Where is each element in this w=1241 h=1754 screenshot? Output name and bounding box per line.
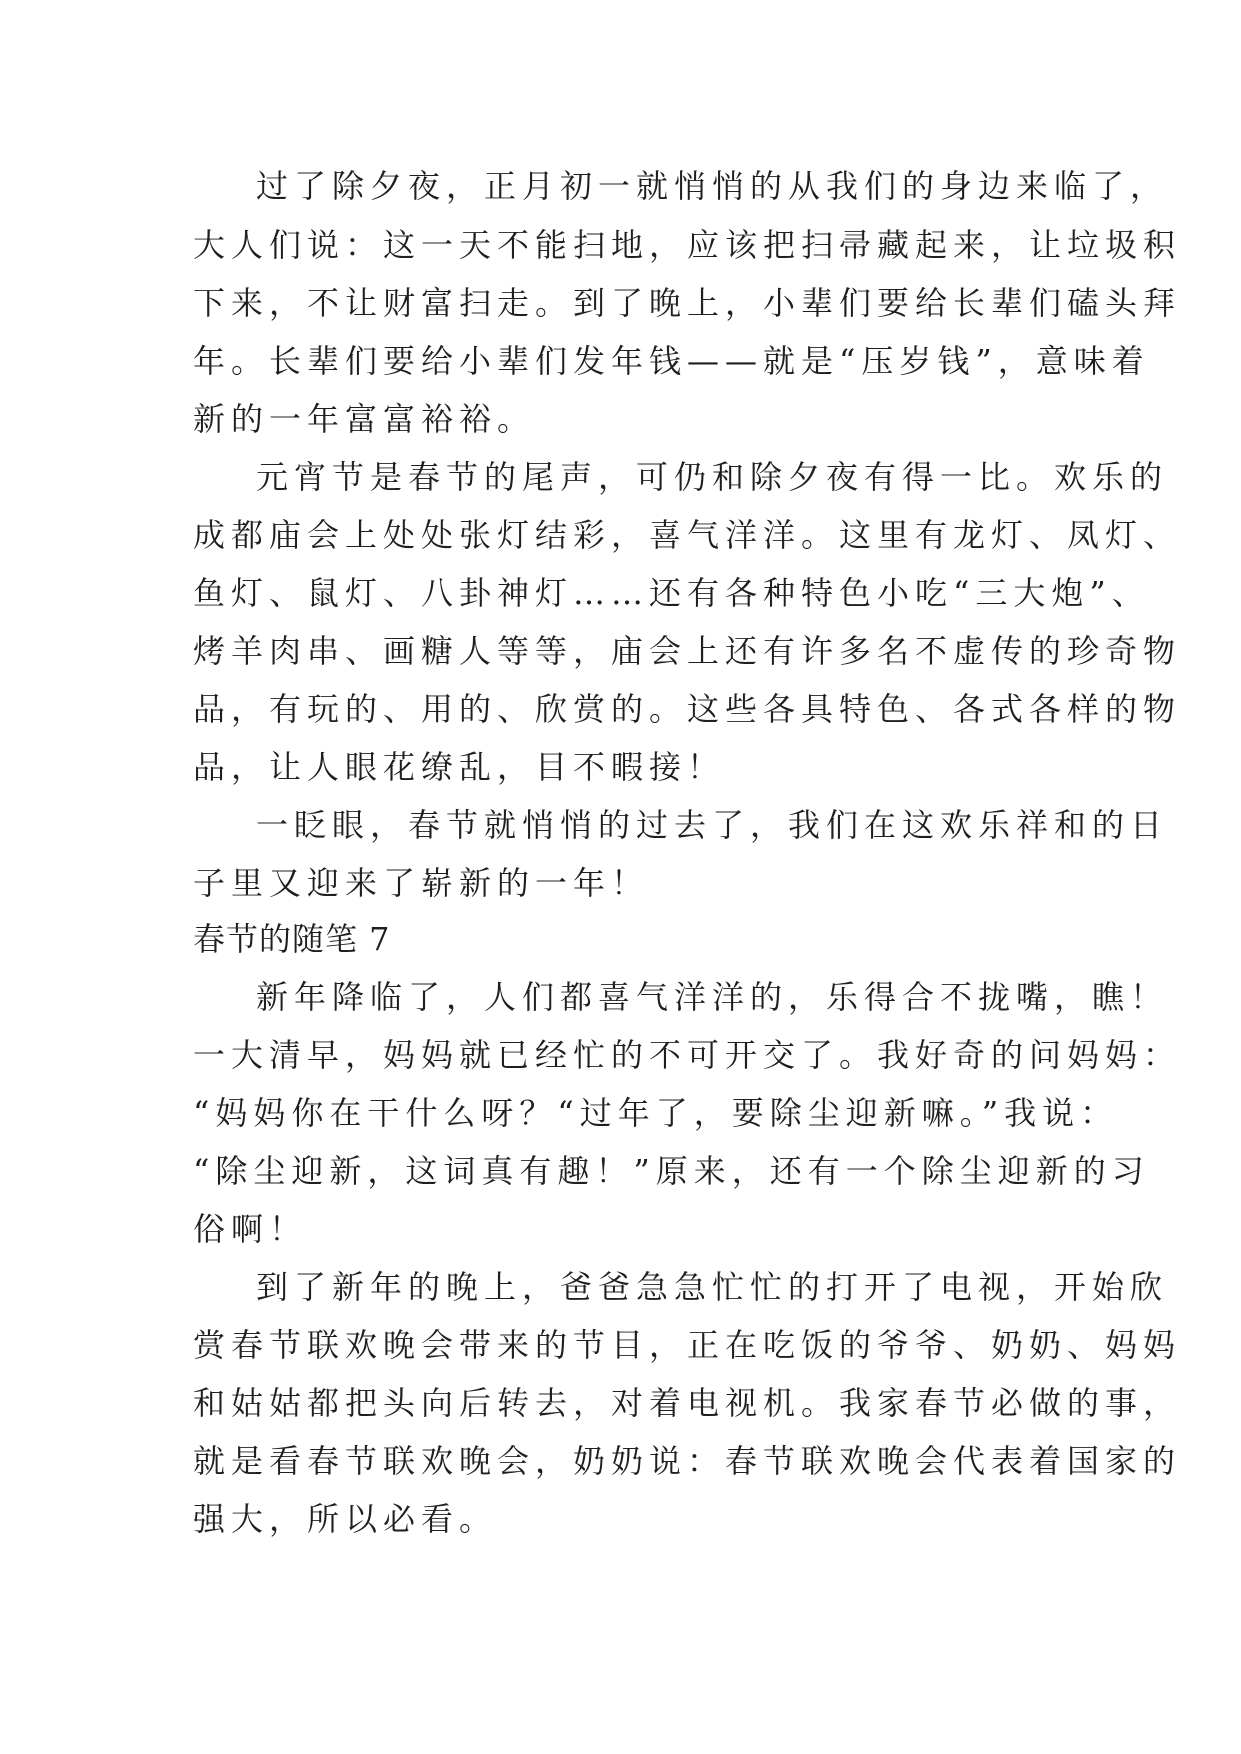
paragraph-3-line-1: 一眨眼，春节就悄悄的过去了，我们在这欢乐祥和的日 [256, 806, 1169, 844]
paragraph-4-line-4: “除尘迎新，这词真有趣！”原来，还有一个除尘迎新的习 [193, 1152, 1150, 1190]
paragraph-2-line-4: 烤羊肉串、画糖人等等，庙会上还有许多名不虚传的珍奇物 [193, 632, 1182, 670]
paragraph-1-line-4: 年。长辈们要给小辈们发年钱——就是“压岁钱”，意味着 [193, 342, 1150, 380]
paragraph-2-line-2: 成都庙会上处处张灯结彩，喜气洋洋。这里有龙灯、凤灯、 [193, 516, 1182, 554]
paragraph-2-line-3: 鱼灯、鼠灯、八卦神灯……还有各种特色小吃“三大炮”、 [193, 574, 1150, 612]
paragraph-1-line-5: 新的一年富富裕裕。 [193, 400, 536, 438]
paragraph-5-line-3: 和姑姑都把头向后转去，对着电视机。我家春节必做的事， [193, 1384, 1182, 1422]
paragraph-2-line-5: 品，有玩的、用的、欣赏的。这些各具特色、各式各样的物 [193, 690, 1182, 728]
paragraph-4-line-1: 新年降临了，人们都喜气洋洋的，乐得合不拢嘴，瞧！ [256, 978, 1169, 1016]
paragraph-2-line-1: 元宵节是春节的尾声，可仍和除夕夜有得一比。欢乐的 [256, 458, 1169, 496]
paragraph-5-line-5: 强大，所以必看。 [193, 1500, 498, 1538]
paragraph-5-line-1: 到了新年的晚上，爸爸急急忙忙的打开了电视，开始欣 [256, 1268, 1169, 1306]
paragraph-1-line-3: 下来，不让财富扫走。到了晚上，小辈们要给长辈们磕头拜 [193, 284, 1182, 322]
paragraph-5-line-4: 就是看春节联欢晚会，奶奶说：春节联欢晚会代表着国家的 [193, 1442, 1182, 1480]
paragraph-3-line-2: 子里又迎来了崭新的一年！ [193, 864, 650, 902]
paragraph-1-line-2: 大人们说：这一天不能扫地，应该把扫帚藏起来，让垃圾积 [193, 226, 1182, 264]
paragraph-4-line-2: 一大清早，妈妈就已经忙的不可开交了。我好奇的问妈妈： [193, 1036, 1182, 1074]
paragraph-2-line-6: 品，让人眼花缭乱，目不暇接！ [193, 748, 726, 786]
paragraph-4-line-3: “妈妈你在干什么呀？“过年了，要除尘迎新嘛。”我说： [193, 1094, 1119, 1132]
paragraph-5-line-2: 赏春节联欢晚会带来的节目，正在吃饭的爷爷、奶奶、妈妈 [193, 1326, 1182, 1364]
paragraph-4-line-5: 俗啊！ [193, 1210, 308, 1248]
paragraph-1-line-1: 过了除夕夜，正月初一就悄悄的从我们的身边来临了， [256, 167, 1169, 205]
section-title: 春节的随笔 7 [193, 920, 391, 958]
